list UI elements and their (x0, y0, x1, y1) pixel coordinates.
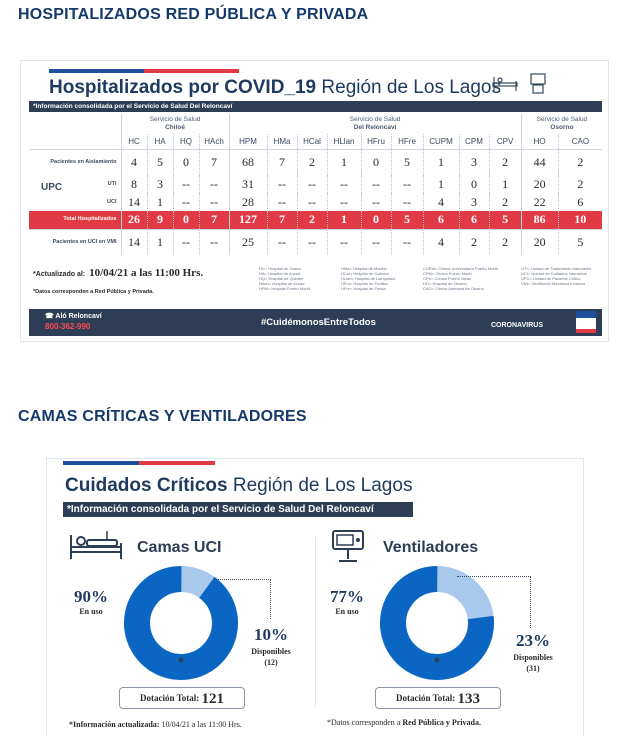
row-label: Total Hospitalizados (29, 211, 121, 229)
table-cell: -- (199, 229, 229, 255)
ventiladores-title: Ventiladores (383, 539, 479, 556)
table-cell: -- (327, 193, 361, 211)
group-osorno: Servicio de Salud Osorno (536, 116, 588, 131)
panel2-updated: *Información actualizada: 10/04/21 a las 11:00 Hrs. (69, 720, 242, 729)
table-cell: 22 (521, 193, 558, 211)
footer-phone: 800-362-990 (45, 322, 91, 331)
camas-used-label: En uso (79, 607, 103, 616)
table-cell: -- (199, 193, 229, 211)
panel2-subtitle-bar: *Información consolidada por el Servicio de Salud Del Reloncaví (63, 502, 413, 517)
table-cell: 2 (297, 211, 327, 229)
table-cell: 0 (361, 211, 391, 229)
table-cell: -- (173, 229, 199, 255)
table-row (29, 211, 602, 229)
table-cell: 26 (121, 211, 147, 229)
header-blank (29, 134, 121, 149)
vent-avail-pct: 23% (516, 631, 550, 650)
legend-entry: HFre= Hospital de Fresia (341, 286, 386, 291)
legend-column (423, 266, 498, 291)
table-cell: 4 (121, 149, 147, 175)
legend-column (341, 266, 396, 291)
table-cell: 2 (577, 176, 584, 191)
table-cell: 7 (199, 211, 229, 229)
legend-entry: HMa= Hospital de Maullín (341, 266, 387, 271)
table-cell: 14 (121, 229, 147, 255)
panel2-note: *Datos corresponden a Red Pública y Privada. (327, 718, 481, 727)
table-cell: 5 (558, 229, 602, 255)
camas-used-marker (179, 658, 184, 663)
row-label: Pacientes en UCI en VMI (29, 229, 121, 255)
camas-dotacion-box: Dotación Total: 121 (119, 687, 245, 709)
table-cell: 7 (267, 149, 297, 175)
table-cell: 1 (147, 229, 173, 255)
legend-entry: CPM= Clínica Puerto Montt (423, 271, 472, 276)
table-cell: 28 (229, 193, 267, 211)
legend-column (259, 266, 310, 291)
camas-avail-label: Disponibles (251, 647, 291, 656)
panel1-title: Hospitalizados por COVID_19 Región de Los Lagos (49, 77, 501, 98)
panel1-footer (29, 309, 602, 336)
group-chiloe: Servicio de Salud Chiloé (121, 114, 229, 134)
footer-coronavirus: CORONAVIRUS (491, 322, 543, 329)
legend-entry: CUPM= Clínica Universitaria Puerto Montt (423, 266, 498, 271)
phone-icon-alo: ☎ Aló Reloncaví (45, 313, 102, 320)
hospitalizados-table (29, 114, 602, 255)
bed-ventilator-icons (491, 71, 551, 95)
table-cell: -- (361, 175, 391, 193)
table-row (29, 193, 602, 211)
government-logo-icon (576, 311, 596, 333)
table-row (29, 175, 602, 193)
upc-label: UPC (41, 182, 63, 193)
table-cell: -- (297, 229, 327, 255)
camas-avail-pct: 10% (254, 625, 288, 644)
column-header: HCal (297, 134, 327, 149)
legend-entry: UPC= Unidad de Paciente Crítico (521, 276, 581, 281)
table-cell: 2 (489, 229, 521, 255)
table-cell: 5 (147, 149, 173, 175)
table-cell: -- (391, 193, 423, 211)
table-cell: 6 (577, 194, 584, 209)
vent-dotacion-box: Dotación Total: 133 (375, 687, 501, 709)
table-cell: 0 (173, 149, 199, 175)
legend-entry: HC= Hospital de Castro (259, 266, 302, 271)
table-cell: 5 (391, 149, 423, 175)
table-cell: -- (297, 175, 327, 193)
table-cell: -- (327, 229, 361, 255)
table-cell: 6 (459, 211, 489, 229)
column-header: HLlan (327, 134, 361, 149)
vent-avail-count: (31) (526, 664, 540, 673)
table-cell: 10 (558, 211, 602, 229)
table-cell: -- (361, 193, 391, 211)
row-label: UTI UPC (29, 175, 121, 193)
table-cell: 25 (229, 229, 267, 255)
row-label: Pacientes en Aislamiento (29, 149, 121, 175)
table-cell: 14 (121, 193, 147, 211)
table-cell: 1 (423, 175, 459, 193)
table-cell: 4 (423, 193, 459, 211)
table-row (29, 149, 602, 175)
table-cell: 2 (489, 149, 521, 175)
column-header: HMa (267, 134, 297, 149)
table-cell: 1 (327, 149, 361, 175)
column-header: HFru (361, 134, 391, 149)
legend-entry: VMI= Ventilación Mecánica Invasiva (521, 281, 585, 286)
table-cell: 6 (423, 211, 459, 229)
table-cell: 68 (229, 149, 267, 175)
footer-hashtag: #CuidémonosEntreTodos (261, 317, 376, 328)
table-cell: 127 (229, 211, 267, 229)
table-cell: 2 (489, 193, 521, 211)
table-cell: 7 (199, 149, 229, 175)
table-cell: 20 (521, 175, 558, 193)
table-cell: 9 (147, 211, 173, 229)
camas-uci-title: Camas UCI (137, 539, 222, 556)
table-cell: 5 (489, 211, 521, 229)
table-cell: 86 (521, 211, 558, 229)
column-header: HAch (199, 134, 229, 149)
table-cell: -- (391, 229, 423, 255)
legend-entry: HCal= Hospital de Calbuco (341, 271, 390, 276)
legend-entry: CPV= Clínica Puerto Varas (423, 276, 472, 281)
legend-entry: HA= Hospital de Ancud (259, 271, 301, 276)
table-cell: -- (267, 193, 297, 211)
flag-stripe-red (144, 69, 239, 73)
camas-avail-count: (12) (264, 658, 278, 667)
flag-stripe-red (139, 461, 215, 465)
table-cell: 31 (229, 175, 267, 193)
table-cell: 8 (121, 175, 147, 193)
table-cell: 3 (459, 149, 489, 175)
camas-used-pct: 90% (74, 587, 108, 606)
table-cell: 0 (361, 149, 391, 175)
legend-entry: CAO= Clínica Alemana de Osorno (423, 286, 484, 291)
legend-entry: UTI= Unidad de Tratamiento Intermedio (521, 266, 592, 271)
legend-entry: HFru= Hospital de Frutillar (341, 281, 388, 286)
column-header: CPM (459, 134, 489, 149)
table-cell: 7 (267, 211, 297, 229)
column-header: HO (521, 134, 558, 149)
panel2-title: Cuidados Críticos Región de Los Lagos (65, 475, 413, 496)
column-header: CAO (558, 134, 602, 149)
table-cell: 1 (423, 149, 459, 175)
column-header: HQ (173, 134, 199, 149)
cuidados-criticos-panel (46, 458, 584, 736)
table-cell: 0 (173, 211, 199, 229)
legend-entry: HPM= Hospital Puerto Montt (259, 286, 310, 291)
legend-column (521, 266, 591, 286)
vent-avail-label: Disponibles (513, 653, 553, 662)
table-cell: -- (327, 175, 361, 193)
icu-bed-icon (67, 529, 125, 563)
legend-entry: HQ= Hospital de Queilén (259, 276, 304, 281)
vent-used-marker (435, 658, 440, 663)
column-header: CUPM (423, 134, 459, 149)
section-title-hospitalizados: HOSPITALIZADOS RED PÚBLICA Y PRIVADA (18, 6, 369, 23)
table-cell: -- (267, 229, 297, 255)
vent-used-label: En uso (335, 607, 359, 616)
table-cell: 44 (521, 149, 558, 175)
table-cell: 3 (147, 175, 173, 193)
panel1-updated: *Actualizado al: 10/04/21 a las 11:00 Hrs. (33, 267, 204, 279)
column-header: CPV (489, 134, 521, 149)
table-cell: -- (391, 175, 423, 193)
table-cell: -- (173, 193, 199, 211)
table-cell: 1 (489, 175, 521, 193)
hospital-bed-icon (491, 71, 551, 100)
table-cell: 20 (521, 229, 558, 255)
panel1-subtitle-bar: *Información consolidada por el Servicio de Salud Del Reloncaví (29, 101, 602, 112)
flag-stripe-blue (49, 69, 144, 73)
table-cell: 2 (459, 229, 489, 255)
group-reloncavi: Servicio de Salud Del Reloncaví (229, 114, 521, 134)
legend-entry: HLlan= Hospital de Llanquihue (341, 276, 396, 281)
row-label: UCI (29, 193, 121, 211)
panel2-divider (315, 537, 316, 707)
column-header: HFre (391, 134, 423, 149)
column-header: HA (147, 134, 173, 149)
hospitalizados-panel (20, 60, 609, 342)
column-header: HC (121, 134, 147, 149)
panel1-note: *Datos corresponden a Red Pública y Privada. (33, 289, 154, 295)
table-cell: 2 (577, 154, 584, 169)
table-cell: 3 (459, 193, 489, 211)
ventilator-icon (329, 527, 371, 567)
table-cell: -- (173, 175, 199, 193)
column-header: HPM (229, 134, 267, 149)
flag-stripe-blue (63, 461, 139, 465)
table-row (29, 229, 602, 255)
table-cell: 0 (459, 175, 489, 193)
table-cell: -- (199, 175, 229, 193)
table-cell: -- (297, 193, 327, 211)
legend-entry: HO= Hospital de Osorno (423, 281, 467, 286)
table-cell: 2 (297, 149, 327, 175)
camas-leader-line (215, 579, 271, 619)
table-cell: 5 (391, 211, 423, 229)
vent-leader-line (457, 576, 531, 628)
table-cell: -- (267, 175, 297, 193)
section-title-camas: CAMAS CRÍTICAS Y VENTILADORES (18, 408, 307, 425)
table-cell: 1 (147, 193, 173, 211)
table-cell: 4 (423, 229, 459, 255)
legend-entry: HAch= Hospital de Achao (259, 281, 305, 286)
vent-used-pct: 77% (330, 587, 364, 606)
table-cell: 1 (327, 211, 361, 229)
legend-entry: UCI= Unidad de Cuidados Intensivos (521, 271, 587, 276)
table-cell: -- (361, 229, 391, 255)
